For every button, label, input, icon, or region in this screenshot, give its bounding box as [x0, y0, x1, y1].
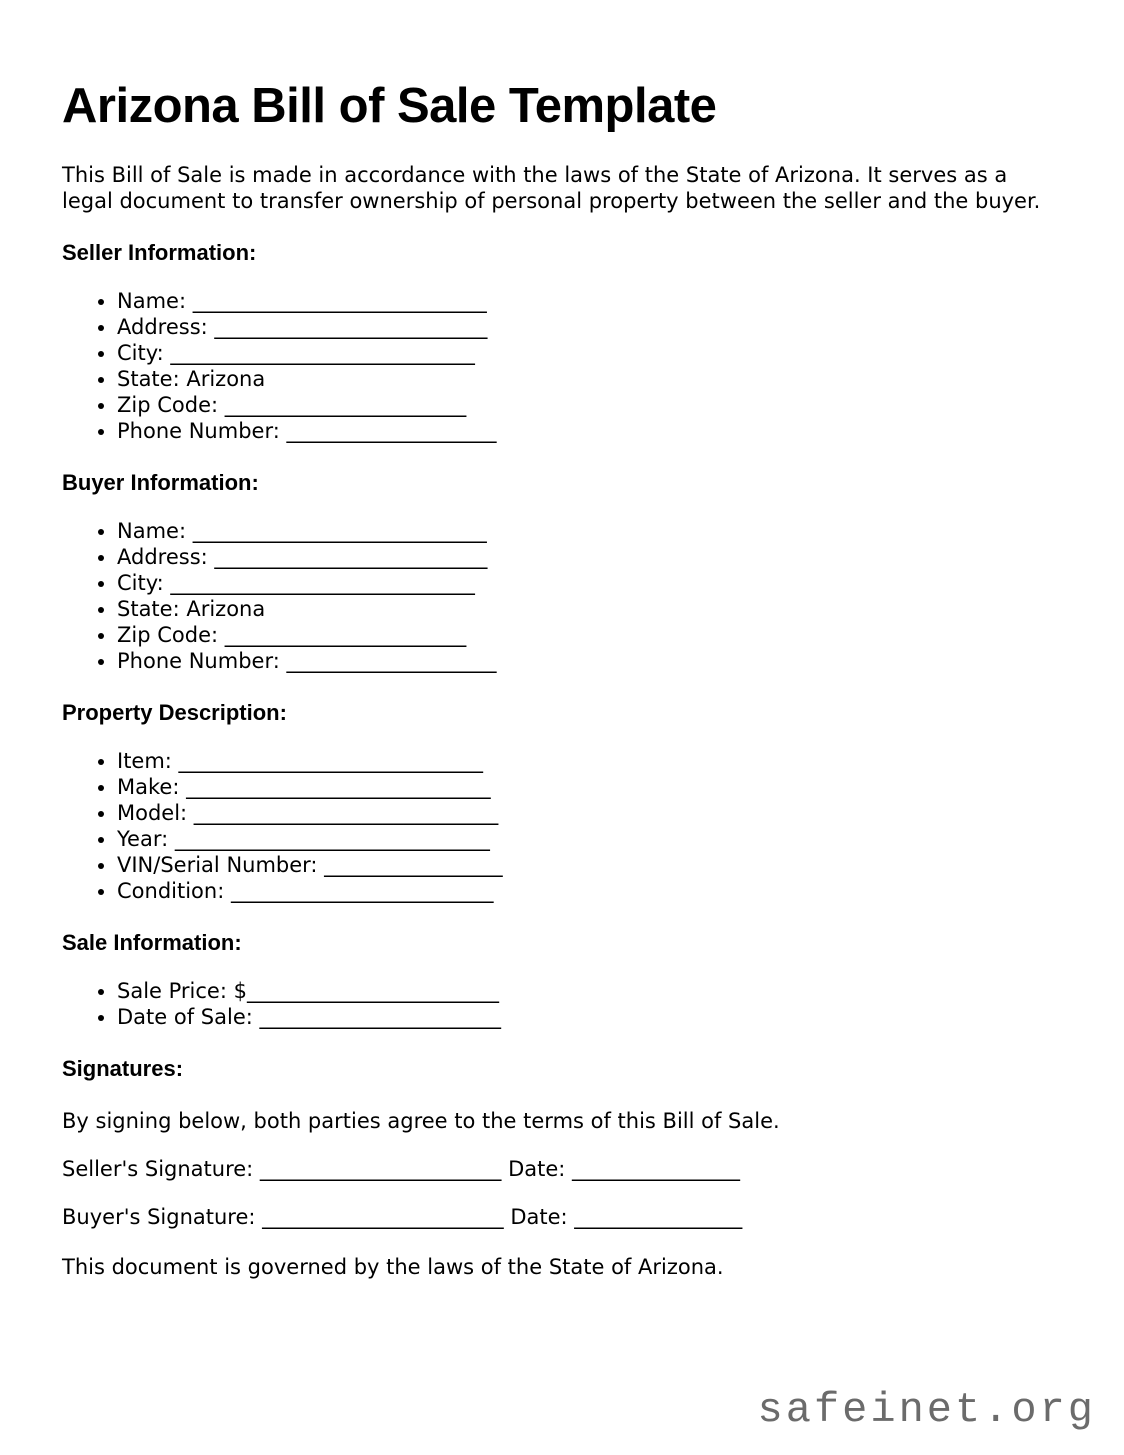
- sale-price-field-line: • Sale Price: $________________________: [117, 978, 1062, 1004]
- buyer-signature-row: Buyer's Signature: _______________________ Date: ________________: [62, 1204, 743, 1229]
- section-heading-buyer-information: Buyer Information:: [62, 469, 259, 495]
- page-title: Arizona Bill of Sale Template: [62, 79, 717, 133]
- buyer-state-field-line: • State: Arizona: [117, 596, 1062, 622]
- property-model-field-line: • Model: _____________________________: [117, 800, 1062, 826]
- buyer-zip-code-field-line: • Zip Code: _______________________: [117, 622, 1062, 648]
- property-vin-serial-number-field-line: • VIN/Serial Number: _________________: [117, 852, 1062, 878]
- date-of-sale-field-line: • Date of Sale: _______________________: [117, 1004, 1062, 1030]
- buyer-name-field-line: • Name: ____________________________: [117, 518, 1062, 544]
- section-heading-signatures: Signatures:: [62, 1055, 184, 1081]
- seller-city-field-line: • City: _____________________________: [117, 340, 1062, 366]
- sale-information-list: [62, 978, 1062, 1030]
- seller-state-field-line: • State: Arizona: [117, 366, 1062, 392]
- property-description-list: [62, 748, 1062, 904]
- seller-name-field-line: • Name: ____________________________: [117, 288, 1062, 314]
- buyer-city-field-line: • City: _____________________________: [117, 570, 1062, 596]
- buyer-information-list: [62, 518, 1062, 674]
- buyer-address-field-line: • Address: __________________________: [117, 544, 1062, 570]
- section-heading-sale-information: Sale Information:: [62, 929, 242, 955]
- section-heading-property-description: Property Description:: [62, 699, 287, 725]
- seller-zip-code-field-line: • Zip Code: _______________________: [117, 392, 1062, 418]
- buyer-phone-number-field-line: • Phone Number: ____________________: [117, 648, 1062, 674]
- property-condition-field-line: • Condition: _________________________: [117, 878, 1062, 904]
- seller-signature-row: Seller's Signature: _______________________ Date: ________________: [62, 1156, 741, 1181]
- section-heading-seller-information: Seller Information:: [62, 239, 257, 265]
- seller-phone-number-field-line: • Phone Number: ____________________: [117, 418, 1062, 444]
- intro-paragraph: This Bill of Sale is made in accordance with the laws of the State of Arizona. It serves as a legal document to transfer ownership of personal property between the seller and the buyer.: [62, 162, 1041, 213]
- seller-information-list: [62, 288, 1062, 444]
- property-item-field-line: • Item: _____________________________: [117, 748, 1062, 774]
- seller-address-field-line: • Address: __________________________: [117, 314, 1062, 340]
- signature-agreement-text: By signing below, both parties agree to the terms of this Bill of Sale.: [62, 1108, 780, 1133]
- watermark-safeinet-org: safeinet.org: [757, 1386, 1096, 1434]
- governing-law-text: This document is governed by the laws of the State of Arizona.: [62, 1254, 724, 1279]
- property-year-field-line: • Year: ______________________________: [117, 826, 1062, 852]
- property-make-field-line: • Make: _____________________________: [117, 774, 1062, 800]
